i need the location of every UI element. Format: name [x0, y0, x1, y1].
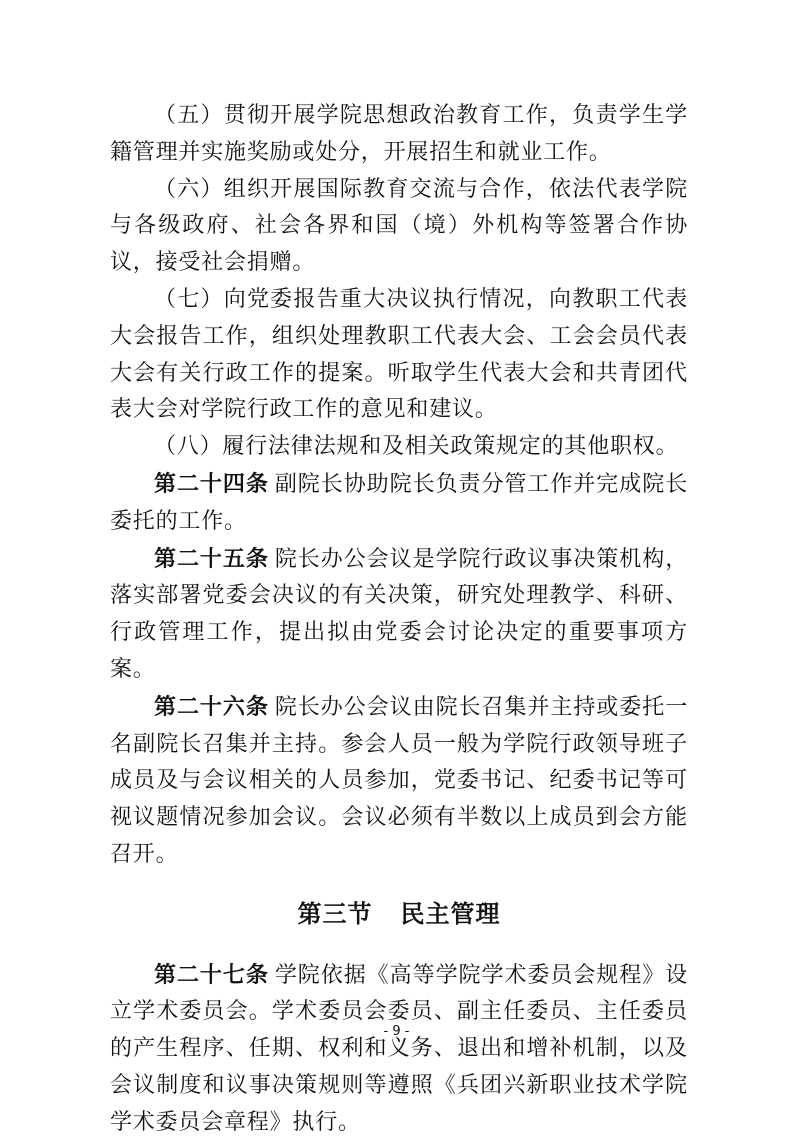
- article-text: 院长办公会议是学院行政议事决策机构，落实部署党委会决议的有关决策，研究处理教学、科研、行政管理工作，提出拟由党委会讨论决定的重要事项方案。: [110, 546, 688, 682]
- article-number: 第二十六条: [154, 693, 269, 720]
- article-number: 第二十五条: [154, 545, 269, 572]
- article-text: 学院依据《高等学院学术委员会规程》设立学术委员会。学术委员会委员、副主任委员、主任委员的产生程序、任期、权利和义务、退出和增补机制，以及会议制度和议事决策规则等遵照《兵团兴新职业技术学院学术委员会章程》执行。: [110, 962, 688, 1135]
- section-title-text: 民主管理: [400, 898, 501, 928]
- paragraph-item-7: （七）向党委报告重大决议执行情况，向教职工代表大会报告工作，组织处理教职工代表大会、工会会员代表大会有关行政工作的提案。听取学生代表大会和共青团代表大会对学院行政工作的意见和建议。: [110, 286, 688, 423]
- article-number: 第二十四条: [154, 470, 269, 497]
- paragraph-item-8: （八）履行法律法规和及相关政策规定的其他职权。: [154, 434, 679, 460]
- article-25: [110, 541, 688, 689]
- article-text: 院长办公会议由院长召集并主持或委托一名副院长召集并主持。参会人员一般为学院行政领导班子成员及与会议相关的人员参加，党委书记、纪委书记等可视议题情况参加会议。会议必须有半数以上成员到会方能召开。: [110, 694, 688, 867]
- page-number: - 9 -: [383, 1024, 410, 1039]
- section-number: 第三节: [297, 898, 373, 928]
- paragraph-item-6: （六）组织开展国际教育交流与合作，依法代表学院与各级政府、社会各界和国（境）外机构等签署合作协议，接受社会捐赠。: [110, 176, 688, 276]
- section-heading: [110, 896, 688, 933]
- article-26: [110, 689, 688, 874]
- paragraph-item-5: （五）贯彻开展学院思想政治教育工作，负责学生学籍管理并实施奖励或处分，开展招生和就业工作。: [110, 103, 688, 165]
- article-number: 第二十七条: [154, 961, 269, 988]
- article-24: [110, 466, 688, 541]
- article-27: [110, 957, 688, 1142]
- article-text: 副院长协助院长负责分管工作并完成院长委托的工作。: [110, 471, 688, 534]
- body-text: [110, 98, 688, 1142]
